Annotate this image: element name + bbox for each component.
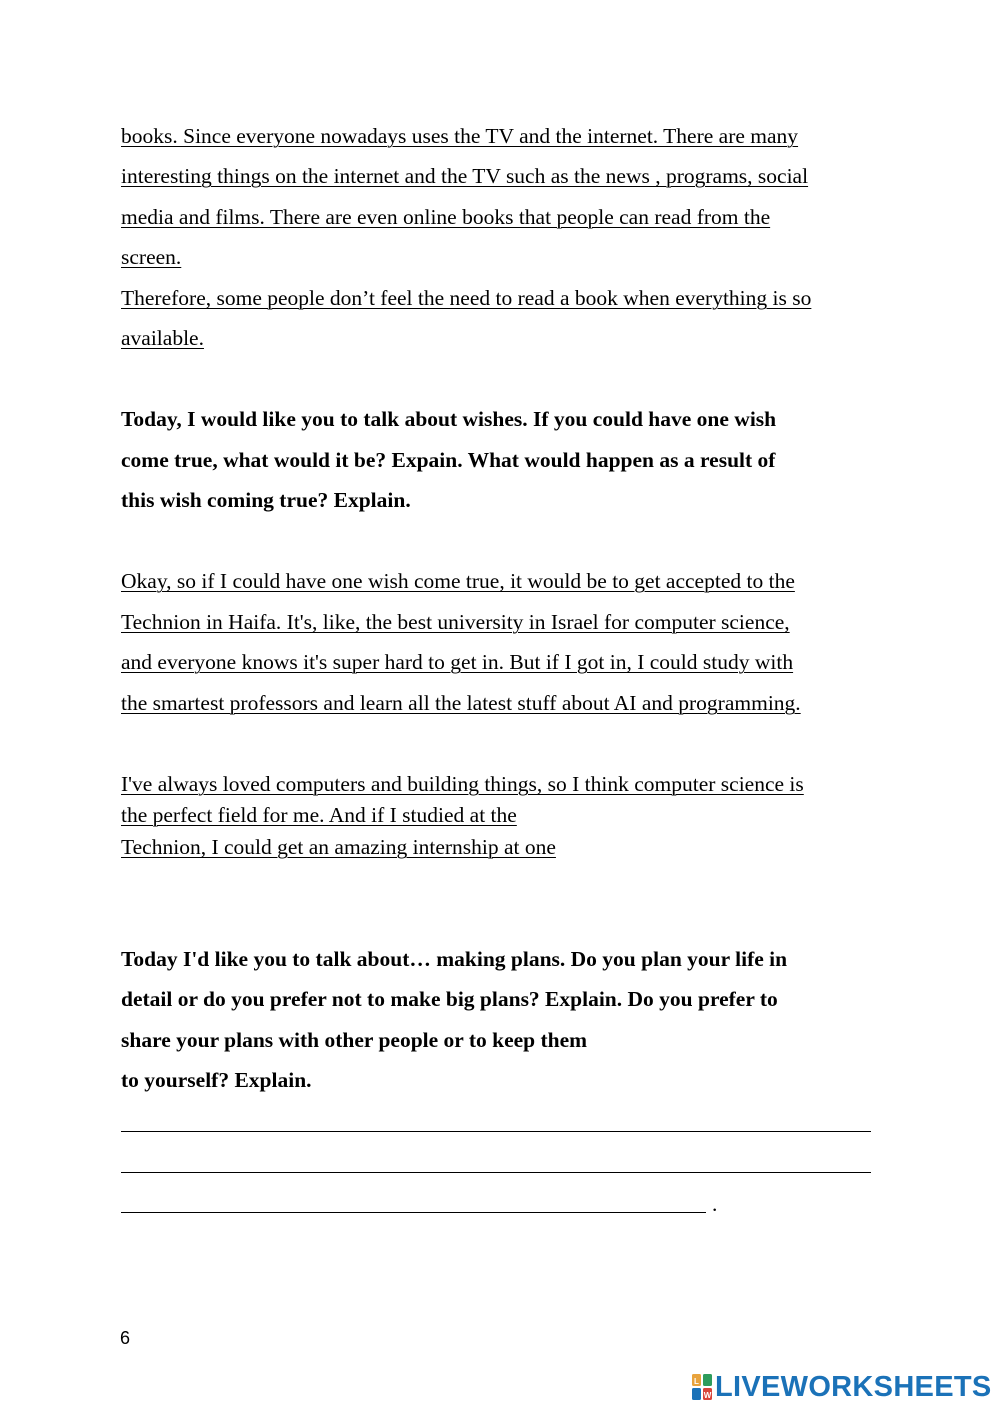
liveworksheets-logo [692, 1372, 992, 1402]
question3-line-4: to yourself? Explain. [121, 1068, 312, 1092]
question3-line-1: Today I'd like you to talk about… making plans. Do you plan your life in [121, 947, 788, 971]
question2-line-3: this wish coming true? Explain. [121, 488, 411, 512]
answer-blank-line-1[interactable] [121, 1131, 871, 1132]
question3-line-3: share your plans with other people or to keep them [121, 1028, 588, 1052]
answer2b-line-2: the perfect field for me. And if I studied at the [121, 803, 517, 827]
answer1-line-2: interesting things on the internet and the TV such as the news , programs, social [121, 164, 809, 188]
answer2b-line-1: I've always loved computers and building things, so I think computer science is [121, 772, 804, 796]
page-number: 6 [120, 1328, 131, 1348]
logo-mark-letter-w: W [703, 1391, 712, 1400]
answer2-line-2: Technion in Haifa. It's, like, the best university in Israel for computer science, [121, 610, 790, 634]
answer-blank-line-3[interactable] [121, 1212, 706, 1213]
answer1-line-1: books. Since everyone nowadays uses the TV and the internet. There are many [121, 124, 799, 148]
answer1-line-5: Therefore, some people don’t feel the need to read a book when everything is so [121, 286, 812, 310]
question2-line-2: come true, what would it be? Expain. What would happen as a result of [121, 448, 776, 472]
question3-line-2: detail or do you prefer not to make big plans? Explain. Do you prefer to [121, 987, 778, 1011]
answer1-line-3: media and films. There are even online books that people can read from the [121, 205, 771, 229]
answer2b-line-3: Technion, I could get an amazing internship at one [121, 835, 556, 859]
answer2-line-1: Okay, so if I could have one wish come true, it would be to get accepted to the [121, 569, 795, 593]
logo-text: LIVEWORKSHEETS [715, 1371, 992, 1403]
liveworksheets-logo-icon [692, 1374, 712, 1400]
question2-line-1: Today, I would like you to talk about wishes. If you could have one wish [121, 407, 777, 431]
blank-end-period: . [712, 1192, 718, 1216]
answer1-line-4: screen. [121, 245, 182, 269]
answer2-line-3: and everyone knows it's super hard to get in. But if I got in, I could study with [121, 650, 794, 674]
answer2-line-4: the smartest professors and learn all the latest stuff about AI and programming. [121, 691, 801, 715]
answer-blank-line-2[interactable] [121, 1172, 871, 1173]
logo-mark-letter-l: L [694, 1377, 699, 1386]
answer1-line-6: available. [121, 326, 204, 350]
